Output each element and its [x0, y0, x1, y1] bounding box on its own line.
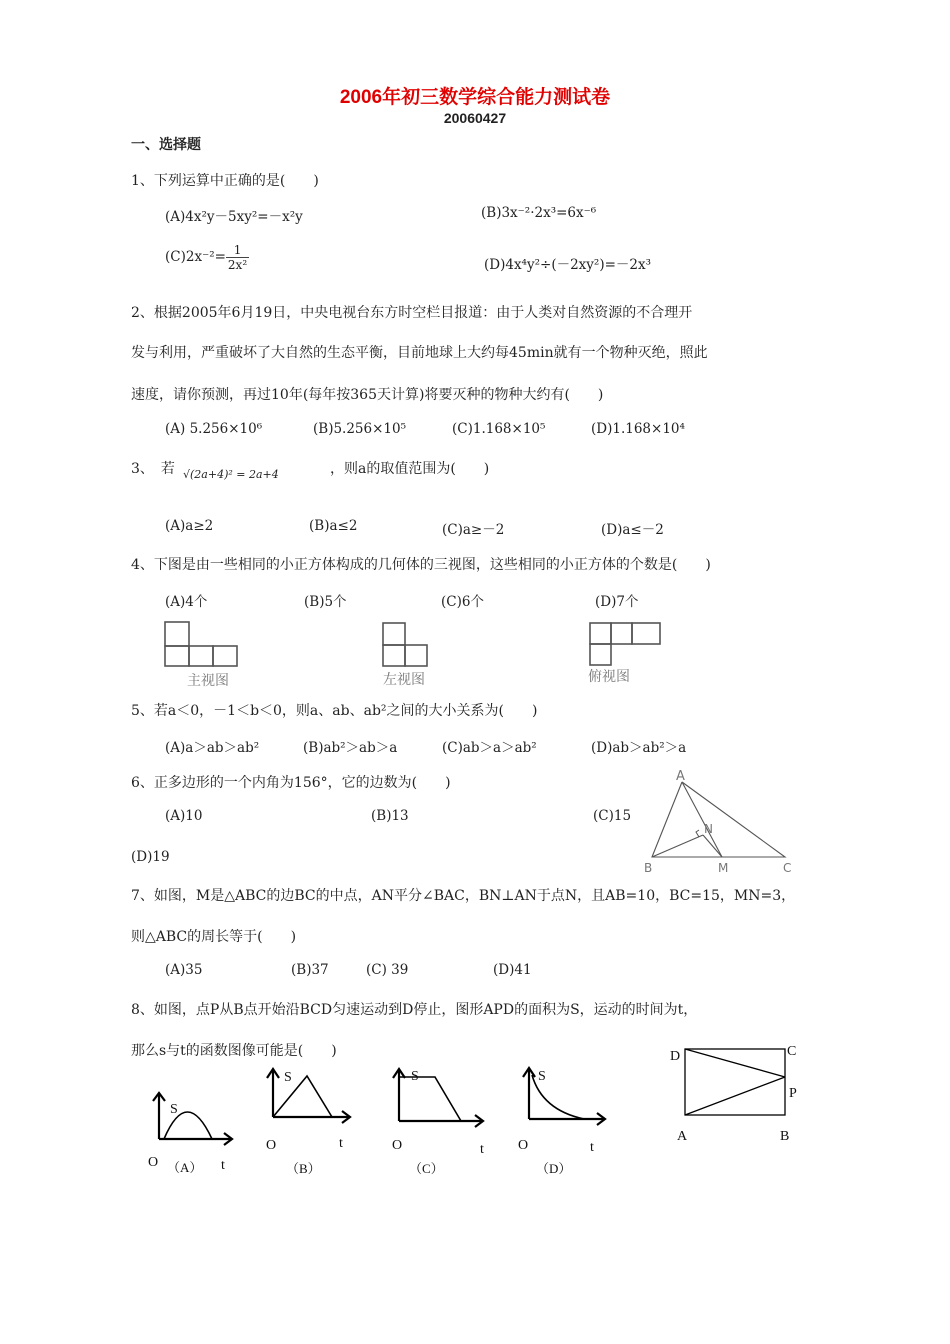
graph-b	[262, 1063, 362, 1178]
left-view-figure	[375, 618, 455, 693]
q6-option-c: (C)15	[593, 808, 632, 824]
rect-label-p: P	[789, 1086, 797, 1101]
graph-b-s-label: S	[284, 1070, 292, 1085]
rect-label-a: A	[677, 1129, 688, 1144]
q7-option-d: (D)41	[493, 962, 532, 978]
q6-stem: 6、正多边形的一个内角为156°，它的边数为( )	[131, 775, 451, 791]
q1-fraction-numerator: 1	[226, 243, 249, 258]
graph-d-option-label: （D）	[536, 1161, 572, 1176]
q2-option-c: (C)1.168×10⁵	[452, 421, 546, 437]
q7-option-b: (B)37	[291, 962, 329, 978]
graph-c-t-label: t	[480, 1142, 484, 1157]
q1-option-a: (A)4x²y－5xy²=－x²y	[165, 209, 303, 225]
graph-a-o-label: O	[148, 1155, 159, 1170]
q3-option-d: (D)a≤－2	[601, 522, 664, 538]
q8-line2: 那么s与t的函数图像可能是( )	[131, 1043, 337, 1059]
q2-option-b: (B)5.256×10⁵	[313, 421, 407, 437]
front-view-label: 主视图	[187, 673, 229, 689]
rect-label-c: C	[787, 1044, 797, 1059]
label-n: N	[704, 822, 713, 836]
q3-option-b: (B)a≤2	[309, 518, 358, 534]
q1-option-c	[165, 243, 249, 272]
test-date: 20060427	[443, 110, 507, 126]
q4-option-d: (D)7个	[595, 594, 639, 610]
q5-option-d: (D)ab＞ab²＞a	[591, 740, 687, 756]
graph-d	[512, 1063, 622, 1178]
q1-option-b: (B)3x⁻²·2x³=6x⁻⁶	[481, 205, 597, 221]
q5-option-b: (B)ab²＞ab＞a	[303, 740, 398, 756]
q3-suffix: ，则a的取值范围为( )	[330, 461, 490, 477]
section-heading-choice: 一、选择题	[131, 136, 201, 152]
q3-formula: √(2a+4)² = 2a+4	[183, 468, 279, 481]
graph-a-option-label: （A）	[167, 1160, 203, 1175]
graph-a-t-label: t	[221, 1158, 225, 1173]
graph-d-s-label: S	[538, 1069, 546, 1084]
q3-option-c: (C)a≥－2	[442, 522, 505, 538]
q4-option-c: (C)6个	[441, 594, 484, 610]
graph-c	[385, 1063, 500, 1178]
q5-option-c: (C)ab＞a＞ab²	[442, 740, 537, 756]
q1-option-c-prefix: (C)2x⁻²=	[165, 249, 226, 265]
q1-option-d: (D)4x⁴y²÷(－2xy²)=－2x³	[484, 257, 652, 273]
q7-option-a: (A)35	[165, 962, 203, 978]
q6-option-b: (B)13	[371, 808, 409, 824]
q4-option-b: (B)5个	[304, 594, 347, 610]
top-view-label: 俯视图	[588, 669, 630, 685]
graph-c-option-label: （C）	[409, 1161, 444, 1176]
q7-line1: 7、如图，M是△ABC的边BC的中点，AN平分∠BAC，BN⊥AN于点N，且AB=10，BC=15，MN=3，	[131, 888, 796, 904]
q2-option-d: (D)1.168×10⁴	[591, 421, 685, 437]
graph-a-s-label: S	[170, 1102, 178, 1117]
q5-stem: 5、若a＜0，－1＜b＜0，则a、ab、ab²之间的大小关系为( )	[131, 703, 538, 719]
q5-option-a: (A)a＞ab＞ab²	[165, 740, 260, 756]
q2-line3: 速度，请你预测，再过10年(每年按365天计算)将要灭种的物种大约有( )	[131, 387, 604, 403]
rectangle-abcd-figure	[668, 1040, 808, 1155]
q2-line2: 发与利用，严重破坏了大自然的生态平衡，目前地球上大约每45min就有一个物种灭绝，照此	[131, 345, 708, 361]
q1-fraction	[226, 243, 249, 272]
graph-b-o-label: O	[266, 1138, 277, 1153]
q3-option-a: (A)a≥2	[165, 518, 214, 534]
front-view-figure	[155, 618, 250, 693]
q3-prefix: 3、 若	[131, 461, 175, 477]
label-c: C	[783, 861, 792, 875]
label-b: B	[644, 861, 653, 875]
q1-stem: 1、下列运算中正确的是( )	[131, 173, 319, 189]
left-view-label: 左视图	[383, 672, 425, 688]
rect-label-d: D	[670, 1049, 681, 1064]
triangle-abc-figure	[640, 768, 800, 878]
q2-option-a: (A) 5.256×10⁶	[165, 421, 263, 437]
q6-option-a: (A)10	[165, 808, 203, 824]
graph-a	[140, 1085, 250, 1180]
label-m: M	[718, 861, 729, 875]
q8-line1: 8、如图，点P从B点开始沿BCD匀速运动到D停止，图形APD的面积为S，运动的时间为t，	[131, 1002, 698, 1018]
q6-option-d: (D)19	[131, 849, 170, 865]
q1-fraction-denominator: 2x²	[227, 258, 248, 272]
q7-option-c: (C) 39	[366, 962, 409, 978]
page-title: 2006年初三数学综合能力测试卷	[339, 87, 611, 108]
graph-d-t-label: t	[590, 1140, 594, 1155]
q2-line1: 2、根据2005年6月19日，中央电视台东方时空栏目报道：由于人类对自然资源的不合理开	[131, 305, 693, 321]
graph-d-o-label: O	[518, 1138, 529, 1153]
graph-c-s-label: S	[411, 1069, 419, 1084]
graph-b-option-label: （B）	[286, 1161, 321, 1176]
rect-label-b: B	[780, 1129, 790, 1144]
q4-stem: 4、下图是由一些相同的小正方体构成的几何体的三视图，这些相同的小正方体的个数是( )	[131, 557, 711, 573]
top-view-figure	[580, 615, 675, 690]
q7-line2: 则△ABC的周长等于( )	[131, 929, 297, 945]
q4-option-a: (A)4个	[165, 594, 208, 610]
label-a: A	[676, 769, 685, 784]
graph-b-t-label: t	[339, 1136, 343, 1151]
graph-c-o-label: O	[392, 1138, 403, 1153]
